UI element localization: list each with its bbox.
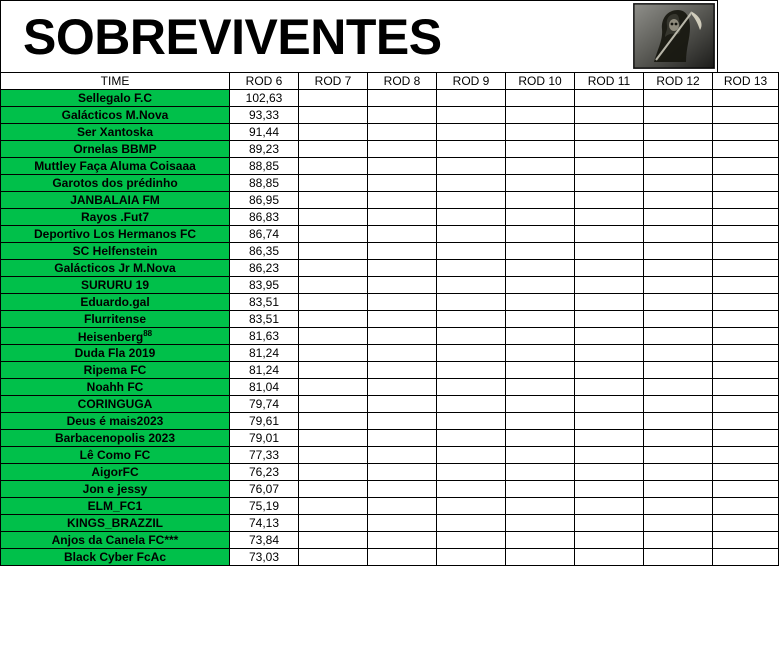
score-cell-empty <box>575 481 644 498</box>
score-cell-empty <box>506 362 575 379</box>
score-cell-empty <box>575 379 644 396</box>
score-cell-empty <box>437 447 506 464</box>
score-cell-empty <box>713 294 779 311</box>
score-cell-rod6: 74,13 <box>230 515 299 532</box>
score-cell-empty <box>299 447 368 464</box>
score-cell-empty <box>575 294 644 311</box>
score-cell-empty <box>506 396 575 413</box>
score-cell-empty <box>575 158 644 175</box>
score-cell-empty <box>575 532 644 549</box>
score-cell-empty <box>644 277 713 294</box>
score-cell-empty <box>368 107 437 124</box>
column-header-rod6: ROD 6 <box>230 73 299 90</box>
team-name-cell: Lê Como FC <box>1 447 230 464</box>
score-cell-empty <box>644 226 713 243</box>
page-title: SOBREVIVENTES <box>23 9 442 65</box>
score-cell-empty <box>368 226 437 243</box>
score-cell-empty <box>713 158 779 175</box>
score-cell-empty <box>575 311 644 328</box>
table-row <box>1 328 779 345</box>
score-cell-empty <box>299 413 368 430</box>
score-cell-empty <box>506 209 575 226</box>
column-header-rod7: ROD 7 <box>299 73 368 90</box>
score-cell-rod6: 86,83 <box>230 209 299 226</box>
score-cell-empty <box>713 549 779 566</box>
score-cell-empty <box>437 311 506 328</box>
score-cell-empty <box>713 243 779 260</box>
score-cell-empty <box>575 549 644 566</box>
score-cell-empty <box>713 515 779 532</box>
score-cell-empty <box>299 294 368 311</box>
score-cell-empty <box>506 294 575 311</box>
team-name-cell: Jon e jessy <box>1 481 230 498</box>
score-cell-empty <box>299 175 368 192</box>
score-cell-empty <box>506 158 575 175</box>
score-cell-empty <box>506 481 575 498</box>
table-row <box>1 532 779 549</box>
score-cell-empty <box>575 362 644 379</box>
score-cell-empty <box>437 226 506 243</box>
score-cell-empty <box>506 192 575 209</box>
team-name-cell: Black Cyber FcAc <box>1 549 230 566</box>
table-row <box>1 413 779 430</box>
score-cell-empty <box>575 430 644 447</box>
score-cell-empty <box>368 345 437 362</box>
score-cell-empty <box>299 141 368 158</box>
score-cell-empty <box>437 498 506 515</box>
score-cell-empty <box>299 260 368 277</box>
table-row <box>1 192 779 209</box>
team-name-cell: JANBALAIA FM <box>1 192 230 209</box>
team-name-cell: SC Helfenstein <box>1 243 230 260</box>
score-cell-empty <box>368 90 437 107</box>
score-cell-rod6: 81,24 <box>230 362 299 379</box>
grim-reaper-image <box>633 3 715 69</box>
score-cell-empty <box>299 515 368 532</box>
score-cell-empty <box>368 243 437 260</box>
team-name-cell: Muttley Faça Aluma Coisaaa <box>1 158 230 175</box>
score-cell-empty <box>575 175 644 192</box>
score-cell-empty <box>437 396 506 413</box>
score-cell-empty <box>713 379 779 396</box>
score-cell-empty <box>299 379 368 396</box>
score-cell-empty <box>713 396 779 413</box>
team-name-cell: Barbacenopolis 2023 <box>1 430 230 447</box>
team-name-cell: Galácticos Jr M.Nova <box>1 260 230 277</box>
score-cell-rod6: 93,33 <box>230 107 299 124</box>
score-cell-empty <box>299 124 368 141</box>
score-cell-rod6: 77,33 <box>230 447 299 464</box>
team-name-cell: Sellegalo F.C <box>1 90 230 107</box>
score-cell-empty <box>644 328 713 345</box>
score-cell-empty <box>713 175 779 192</box>
table-row <box>1 481 779 498</box>
score-cell-empty <box>644 498 713 515</box>
score-cell-empty <box>713 464 779 481</box>
table-row <box>1 141 779 158</box>
score-cell-empty <box>368 430 437 447</box>
score-cell-empty <box>506 124 575 141</box>
table-row <box>1 294 779 311</box>
score-cell-empty <box>713 311 779 328</box>
score-cell-rod6: 86,95 <box>230 192 299 209</box>
score-cell-empty <box>299 362 368 379</box>
score-cell-empty <box>575 260 644 277</box>
score-cell-empty <box>368 328 437 345</box>
title-band <box>0 0 718 72</box>
team-name-cell: Flurritense <box>1 311 230 328</box>
score-cell-empty <box>368 158 437 175</box>
score-cell-rod6: 86,74 <box>230 226 299 243</box>
score-cell-empty <box>299 532 368 549</box>
score-cell-rod6: 79,61 <box>230 413 299 430</box>
score-cell-empty <box>437 260 506 277</box>
score-cell-empty <box>368 141 437 158</box>
score-cell-empty <box>644 447 713 464</box>
score-cell-empty <box>644 243 713 260</box>
table-row <box>1 243 779 260</box>
score-cell-empty <box>437 549 506 566</box>
score-cell-empty <box>506 226 575 243</box>
score-cell-empty <box>437 515 506 532</box>
score-cell-rod6: 86,23 <box>230 260 299 277</box>
score-cell-empty <box>713 532 779 549</box>
table-row <box>1 362 779 379</box>
score-cell-empty <box>299 90 368 107</box>
score-cell-empty <box>644 294 713 311</box>
score-cell-empty <box>644 141 713 158</box>
score-cell-empty <box>644 124 713 141</box>
score-cell-empty <box>575 498 644 515</box>
score-cell-empty <box>644 260 713 277</box>
score-cell-empty <box>299 158 368 175</box>
score-cell-empty <box>506 498 575 515</box>
score-cell-rod6: 88,85 <box>230 158 299 175</box>
score-cell-empty <box>368 498 437 515</box>
score-cell-empty <box>506 260 575 277</box>
team-name-cell: Rayos .Fut7 <box>1 209 230 226</box>
score-cell-empty <box>437 379 506 396</box>
score-cell-empty <box>575 124 644 141</box>
score-cell-empty <box>368 192 437 209</box>
table-row <box>1 430 779 447</box>
score-cell-rod6: 81,04 <box>230 379 299 396</box>
team-name-cell: AigorFC <box>1 464 230 481</box>
score-cell-empty <box>575 447 644 464</box>
score-cell-empty <box>644 532 713 549</box>
score-cell-empty <box>713 209 779 226</box>
score-cell-rod6: 83,51 <box>230 311 299 328</box>
score-cell-empty <box>368 124 437 141</box>
team-name-cell: Ripema FC <box>1 362 230 379</box>
score-cell-empty <box>644 209 713 226</box>
score-cell-empty <box>299 498 368 515</box>
score-cell-rod6: 79,74 <box>230 396 299 413</box>
score-cell-empty <box>575 277 644 294</box>
score-cell-empty <box>368 447 437 464</box>
score-cell-empty <box>506 311 575 328</box>
score-cell-empty <box>299 209 368 226</box>
score-cell-empty <box>299 192 368 209</box>
table-row <box>1 549 779 566</box>
score-cell-empty <box>506 515 575 532</box>
score-cell-empty <box>368 260 437 277</box>
score-cell-empty <box>575 413 644 430</box>
team-name-cell: Deportivo Los Hermanos FC <box>1 226 230 243</box>
score-cell-empty <box>644 90 713 107</box>
score-cell-empty <box>437 362 506 379</box>
score-cell-empty <box>713 498 779 515</box>
score-cell-empty <box>644 413 713 430</box>
score-cell-rod6: 81,63 <box>230 328 299 345</box>
score-cell-empty <box>368 396 437 413</box>
team-name-cell: Anjos da Canela FC*** <box>1 532 230 549</box>
score-cell-empty <box>506 430 575 447</box>
score-cell-empty <box>506 379 575 396</box>
score-cell-empty <box>437 328 506 345</box>
table-row <box>1 345 779 362</box>
score-cell-empty <box>575 396 644 413</box>
score-cell-empty <box>575 192 644 209</box>
score-cell-empty <box>368 362 437 379</box>
score-cell-empty <box>644 158 713 175</box>
column-header-rod10: ROD 10 <box>506 73 575 90</box>
score-cell-empty <box>437 243 506 260</box>
score-cell-empty <box>437 192 506 209</box>
score-cell-empty <box>437 413 506 430</box>
score-cell-empty <box>506 464 575 481</box>
table-row <box>1 396 779 413</box>
score-cell-empty <box>368 515 437 532</box>
score-cell-empty <box>368 294 437 311</box>
team-name-cell: Duda Fla 2019 <box>1 345 230 362</box>
score-cell-empty <box>437 107 506 124</box>
score-cell-empty <box>644 379 713 396</box>
score-cell-empty <box>575 243 644 260</box>
score-cell-empty <box>506 107 575 124</box>
score-cell-rod6: 102,63 <box>230 90 299 107</box>
score-cell-empty <box>299 328 368 345</box>
score-cell-empty <box>575 107 644 124</box>
table-header-row <box>1 73 779 90</box>
score-cell-empty <box>368 209 437 226</box>
score-cell-empty <box>644 175 713 192</box>
score-cell-empty <box>713 362 779 379</box>
score-cell-empty <box>299 243 368 260</box>
score-cell-empty <box>299 396 368 413</box>
table-row <box>1 447 779 464</box>
score-cell-empty <box>368 464 437 481</box>
team-name-cell: KINGS_BRAZZIL <box>1 515 230 532</box>
score-cell-empty <box>506 243 575 260</box>
score-cell-empty <box>713 107 779 124</box>
score-cell-empty <box>644 107 713 124</box>
table-row <box>1 175 779 192</box>
score-cell-empty <box>575 90 644 107</box>
table-row <box>1 158 779 175</box>
score-cell-empty <box>437 158 506 175</box>
score-cell-empty <box>368 532 437 549</box>
column-header-rod11: ROD 11 <box>575 73 644 90</box>
team-name-cell: Deus é mais2023 <box>1 413 230 430</box>
score-cell-empty <box>437 90 506 107</box>
score-cell-empty <box>368 311 437 328</box>
score-cell-empty <box>713 328 779 345</box>
score-cell-empty <box>506 277 575 294</box>
score-cell-empty <box>644 515 713 532</box>
score-cell-empty <box>713 260 779 277</box>
table-row <box>1 124 779 141</box>
score-cell-empty <box>368 379 437 396</box>
score-cell-empty <box>506 175 575 192</box>
score-cell-rod6: 88,85 <box>230 175 299 192</box>
score-cell-empty <box>506 141 575 158</box>
table-row <box>1 90 779 107</box>
score-cell-empty <box>437 345 506 362</box>
score-cell-empty <box>299 549 368 566</box>
score-cell-empty <box>437 124 506 141</box>
team-name-cell: Noahh FC <box>1 379 230 396</box>
score-cell-empty <box>575 464 644 481</box>
score-cell-rod6: 75,19 <box>230 498 299 515</box>
team-name-cell: SURURU 19 <box>1 277 230 294</box>
score-cell-empty <box>368 549 437 566</box>
score-cell-empty <box>713 226 779 243</box>
score-cell-empty <box>506 549 575 566</box>
column-header-rod12: ROD 12 <box>644 73 713 90</box>
score-cell-rod6: 83,51 <box>230 294 299 311</box>
score-cell-empty <box>644 481 713 498</box>
score-cell-empty <box>299 481 368 498</box>
score-cell-empty <box>299 226 368 243</box>
team-name-cell: Heisenberg$^{88}$ <box>1 328 230 345</box>
score-cell-empty <box>644 549 713 566</box>
score-cell-empty <box>506 328 575 345</box>
score-cell-empty <box>299 277 368 294</box>
score-cell-rod6: 91,44 <box>230 124 299 141</box>
team-name-cell: Galácticos M.Nova <box>1 107 230 124</box>
table-row <box>1 226 779 243</box>
table-row <box>1 209 779 226</box>
score-cell-empty <box>437 481 506 498</box>
score-cell-empty <box>575 209 644 226</box>
score-cell-empty <box>713 90 779 107</box>
score-cell-empty <box>437 175 506 192</box>
team-name-cell: Ornelas BBMP <box>1 141 230 158</box>
score-cell-empty <box>299 464 368 481</box>
score-cell-rod6: 73,84 <box>230 532 299 549</box>
table-row <box>1 498 779 515</box>
score-cell-empty <box>368 413 437 430</box>
survivors-table <box>0 72 779 566</box>
score-cell-empty <box>506 532 575 549</box>
score-cell-empty <box>575 515 644 532</box>
table-row <box>1 107 779 124</box>
table-row <box>1 277 779 294</box>
score-cell-rod6: 76,07 <box>230 481 299 498</box>
score-cell-rod6: 79,01 <box>230 430 299 447</box>
score-cell-empty <box>713 413 779 430</box>
team-name-cell: Ser Xantoska <box>1 124 230 141</box>
score-cell-empty <box>713 481 779 498</box>
score-cell-empty <box>644 464 713 481</box>
score-cell-empty <box>437 532 506 549</box>
score-cell-empty <box>437 141 506 158</box>
score-cell-empty <box>644 192 713 209</box>
score-cell-empty <box>644 430 713 447</box>
table-row <box>1 379 779 396</box>
score-cell-empty <box>575 141 644 158</box>
score-cell-rod6: 81,24 <box>230 345 299 362</box>
score-cell-empty <box>644 311 713 328</box>
column-header-time: TIME <box>1 73 230 90</box>
score-cell-empty <box>575 328 644 345</box>
score-cell-empty <box>713 447 779 464</box>
score-cell-empty <box>368 277 437 294</box>
score-cell-empty <box>644 396 713 413</box>
column-header-rod9: ROD 9 <box>437 73 506 90</box>
score-cell-empty <box>368 175 437 192</box>
score-cell-rod6: 89,23 <box>230 141 299 158</box>
score-cell-empty <box>506 345 575 362</box>
team-name-cell: CORINGUGA <box>1 396 230 413</box>
score-cell-empty <box>437 430 506 447</box>
score-cell-empty <box>575 345 644 362</box>
score-cell-empty <box>713 192 779 209</box>
score-cell-rod6: 83,95 <box>230 277 299 294</box>
score-cell-empty <box>713 141 779 158</box>
column-header-rod8: ROD 8 <box>368 73 437 90</box>
score-cell-empty <box>437 294 506 311</box>
team-name-cell: Eduardo.gal <box>1 294 230 311</box>
score-cell-empty <box>506 90 575 107</box>
score-cell-rod6: 86,35 <box>230 243 299 260</box>
score-cell-rod6: 76,23 <box>230 464 299 481</box>
score-cell-empty <box>437 209 506 226</box>
column-header-rod13: ROD 13 <box>713 73 779 90</box>
score-cell-empty <box>299 311 368 328</box>
score-cell-empty <box>437 277 506 294</box>
team-name-cell: Garotos dos prédinho <box>1 175 230 192</box>
table-row <box>1 260 779 277</box>
score-cell-empty <box>644 345 713 362</box>
score-cell-empty <box>713 345 779 362</box>
score-cell-empty <box>437 464 506 481</box>
table-row <box>1 515 779 532</box>
score-cell-empty <box>299 345 368 362</box>
score-cell-empty <box>713 277 779 294</box>
score-cell-empty <box>299 430 368 447</box>
score-cell-empty <box>506 447 575 464</box>
score-cell-empty <box>713 124 779 141</box>
score-cell-empty <box>575 226 644 243</box>
table-row <box>1 311 779 328</box>
score-cell-rod6: 73,03 <box>230 549 299 566</box>
score-cell-empty <box>644 362 713 379</box>
score-cell-empty <box>713 430 779 447</box>
table-row <box>1 464 779 481</box>
score-cell-empty <box>299 107 368 124</box>
team-name-cell: ELM_FC1 <box>1 498 230 515</box>
score-cell-empty <box>506 413 575 430</box>
team-name-superscript: 88 <box>143 328 153 338</box>
score-cell-empty <box>368 481 437 498</box>
